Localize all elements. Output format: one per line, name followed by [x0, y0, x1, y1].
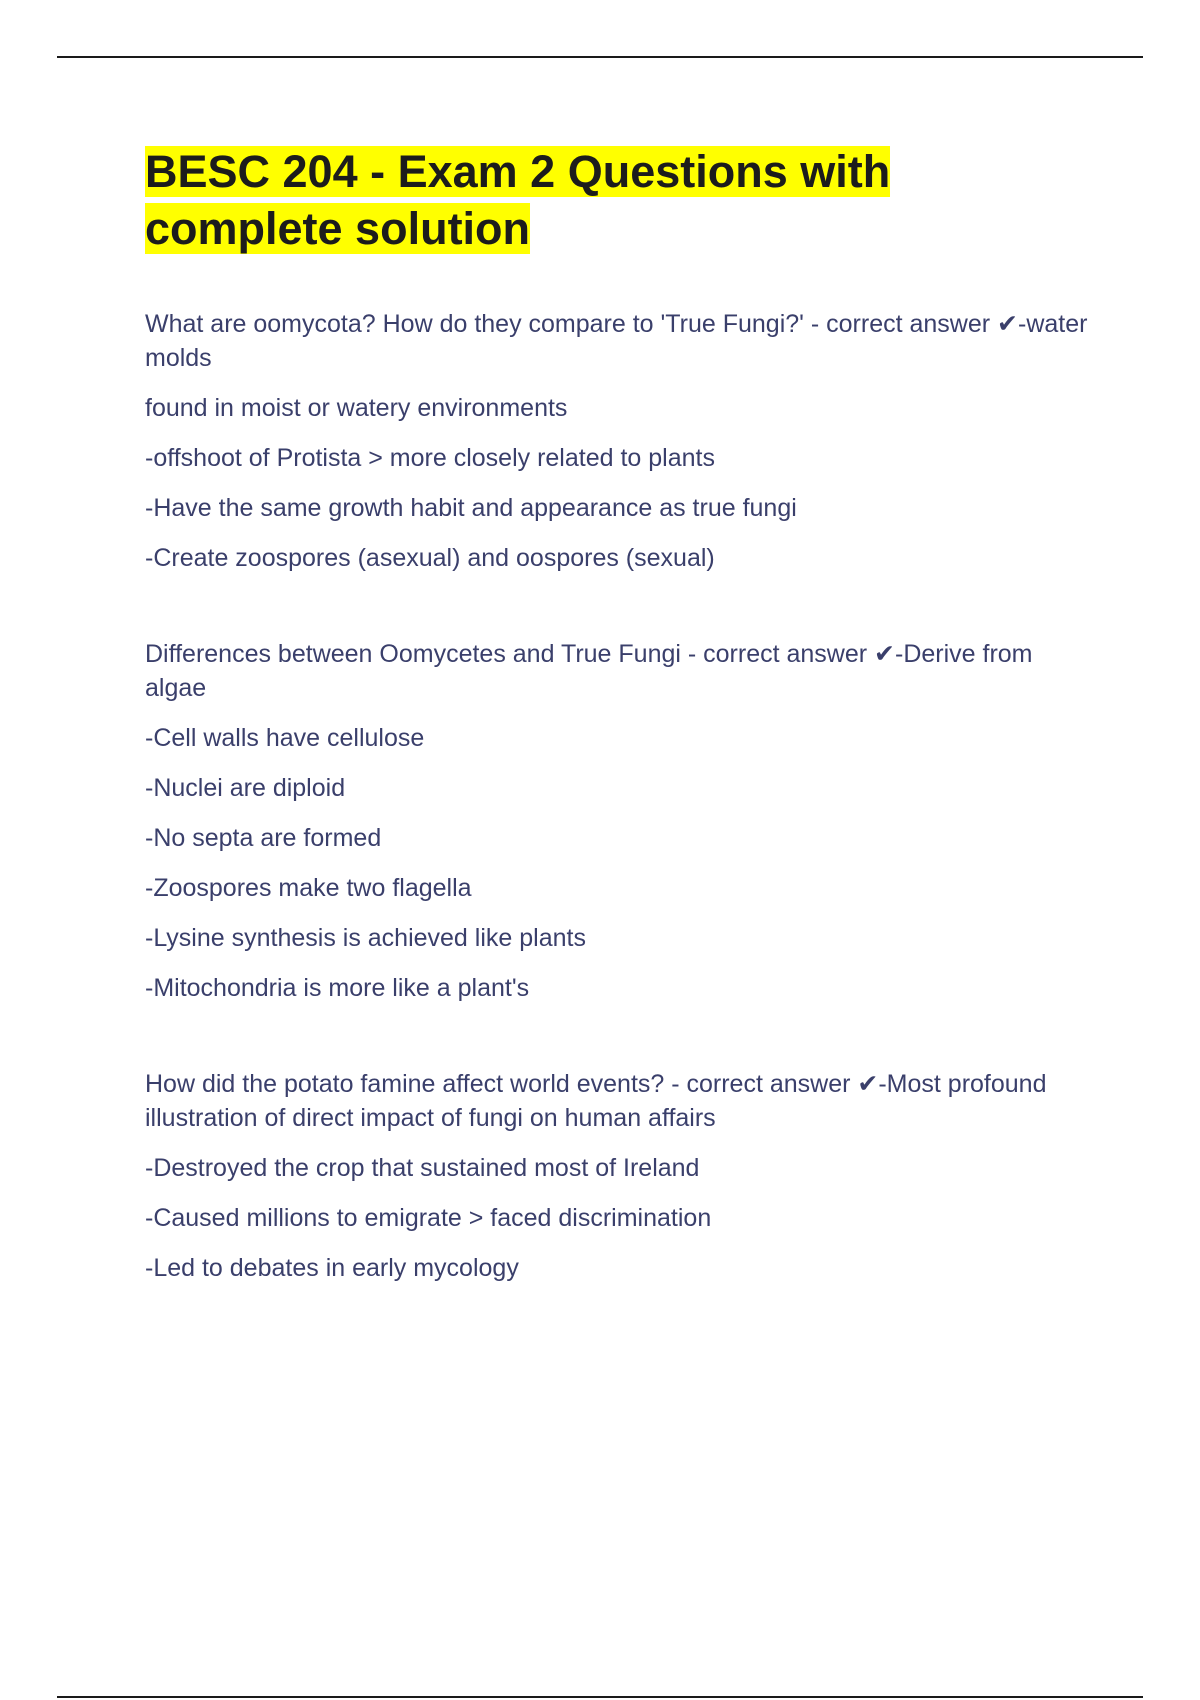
answer-line: -Destroyed the crop that sustained most of Ireland	[145, 1154, 700, 1182]
answer-line: -Zoospores make two flagella	[145, 874, 472, 902]
question-text: How did the potato famine affect world events? - correct answer	[145, 1070, 858, 1098]
bottom-rule	[57, 1696, 1143, 1698]
document-title	[145, 143, 1095, 257]
qa-block-1	[145, 307, 1095, 575]
answer-line: -offshoot of Protista > more closely related to plants	[145, 444, 715, 472]
check-icon: ✔	[857, 1070, 879, 1098]
check-icon: ✔	[997, 310, 1018, 338]
highlighted-title: BESC 204 - Exam 2 Questions with complete solution	[145, 146, 891, 254]
question-text: Differences between Oomycetes and True Fungi - correct answer	[145, 640, 875, 668]
answer-first-line: -water molds	[145, 310, 1088, 372]
answer-line: -Led to debates in early mycology	[145, 1254, 519, 1282]
question-text: What are oomycota? How do they compare to 'True Fungi?' - correct answer	[145, 310, 998, 338]
answer-line: -Nuclei are diploid	[145, 774, 346, 802]
question-3	[145, 1067, 1095, 1135]
answer-line: -Cell walls have cellulose	[145, 724, 425, 752]
qa-block-3	[145, 1067, 1095, 1285]
answer-first-line: -Derive from algae	[145, 640, 1033, 702]
qa-block-2	[145, 637, 1095, 1005]
answer-line: -Lysine synthesis is achieved like plants	[145, 924, 586, 952]
answer-line: -No septa are formed	[145, 824, 382, 852]
answer-line: found in moist or watery environments	[145, 394, 568, 422]
check-icon: ✔	[874, 640, 895, 668]
answer-first-line: -Most profound illustration of direct impact of fungi on human affairs	[145, 1070, 1047, 1132]
answer-line: -Have the same growth habit and appearance as true fungi	[145, 494, 797, 522]
question-1	[145, 307, 1095, 375]
answer-line: -Mitochondria is more like a plant's	[145, 974, 530, 1002]
question-2	[145, 637, 1095, 705]
answer-line: -Create zoospores (asexual) and oospores (sexual)	[145, 544, 715, 572]
top-rule	[57, 56, 1143, 58]
document-body	[145, 143, 1095, 1347]
answer-line: -Caused millions to emigrate > faced discrimination	[145, 1204, 712, 1232]
